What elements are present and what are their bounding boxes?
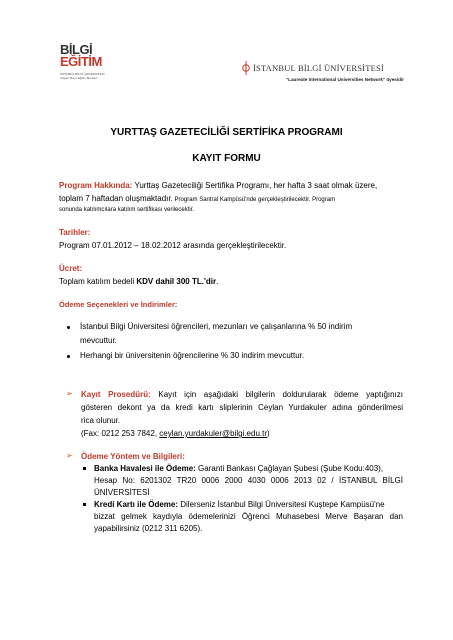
registration-line-1 — [81, 389, 403, 400]
card-line-1 — [94, 499, 385, 510]
registration-line-4 — [81, 428, 270, 439]
email-link[interactable]: ceylan.yurdakuler@bilgi.edu.tr — [159, 429, 268, 438]
university-emblem-icon — [242, 61, 250, 75]
registration-label: Kayıt Prosedürü: — [81, 390, 151, 399]
logo-line-egitim: EĞİTİM — [60, 54, 102, 69]
program-line-1 — [59, 180, 377, 191]
card-line-2: bizzat gelmek kaydıyla ödemelerinizi Öğrenci Muhasebesi Merve Başaran dan — [94, 512, 403, 521]
program-text-3: sonunda katılımcılara katılım sertifikası verilecektir. — [59, 207, 195, 213]
dates-text: Program 07.01.2012 – 18.02.2012 arasında gerçekleştirilecektir. — [59, 241, 287, 250]
program-text-2: toplam 7 haftadan oluşmaktadır. — [59, 194, 173, 203]
page-title: YURTTAŞ GAZETECİLİĞİ SERTİFİKA PROGRAMI — [110, 127, 343, 138]
bank-line-1 — [94, 463, 383, 474]
university-tagline: "Laureate International Universities Network" üyesidir — [286, 77, 404, 82]
card-label: Kredi Kartı ile Ödeme: — [94, 500, 179, 509]
fee-text — [59, 276, 218, 287]
page-subtitle: KAYIT FORMU — [192, 153, 261, 164]
arrow-bullet-icon: ➢ — [66, 389, 73, 398]
bank-text-1: Garanti Bankası Çağlayan Şubesi (Şube Kodu:403), — [195, 464, 384, 473]
card-line-3: yapabilirsiniz (0212 311 6205). — [94, 524, 203, 533]
logo-sub-2: Yaşam Boyu Eğitim Merkezi — [60, 76, 98, 80]
university-name: İSTANBUL BİLGİ ÜNİVERSİTESİ — [253, 63, 384, 73]
fee-text-after: . — [216, 277, 219, 286]
dates-label: Tarihler: — [59, 228, 91, 237]
fax-text: (Fax: 0212 253 7842, — [81, 429, 160, 438]
bank-label: Banka Havalesi ile Ödeme: — [94, 464, 196, 473]
bilgi-egitim-logo — [60, 44, 105, 80]
registration-line-2: gösteren dekont ya da kredi kartı sliplerinin Ceylan Yurdakuler adına gönderilmesi — [81, 403, 403, 412]
program-text-2-small: Program Santral Kampüsü'nde gerçekleştirilecektir. Program — [172, 197, 336, 203]
bank-line-2: Hesap No: 6201302 TR20 0006 2000 4030 0006 2013 02 / İSTANBUL BİLGİ — [94, 476, 403, 485]
bank-line-3: ÜNİVERSİTESİ — [94, 488, 150, 497]
registration-line-3: rica olunur. — [81, 416, 121, 425]
bullet-icon — [67, 355, 70, 358]
arrow-bullet-icon: ➢ — [66, 451, 73, 460]
discount-item-2: Herhangi bir üniversitenin öğrencilerine % 30 indirim mevcuttur. — [80, 351, 305, 360]
program-label: Program Hakkında: — [59, 181, 133, 190]
fee-text-before: Toplam katılım bedeli — [59, 277, 137, 286]
discounts-label: Ödeme Seçenekleri ve İndirimler: — [59, 300, 178, 309]
square-bullet-icon — [83, 467, 86, 470]
discount-item-1-line-2: mevcuttur. — [80, 336, 117, 345]
logo-line-bilgi: BİLGİ — [60, 42, 93, 57]
card-text-1: Dilerseniz İstanbul Bilgi Üniversitesi Kuştepe Kampüsü'ne — [178, 500, 385, 509]
bullet-icon — [67, 326, 70, 329]
fax-text-end: ) — [267, 429, 270, 438]
logo-sub-1: İSTANBUL BİLGİ ÜNİVERSİTESİ — [60, 72, 105, 76]
program-text-1: Yurttaş Gazeteciliği Sertifika Programı, her hafta 3 saat olmak üzere, — [132, 181, 378, 190]
square-bullet-icon — [83, 503, 86, 506]
payment-label: Ödeme Yöntem ve Bilgileri: — [81, 452, 185, 461]
discount-item-1-line-1: İstanbul Bilgi Üniversitesi öğrencileri, mezunları ve çalışanlarına % 50 indirim — [80, 322, 353, 331]
registration-text-1: Kayıt için aşağıdaki bilgilerin doldurularak ödeme yaptığınızı — [158, 390, 404, 399]
program-line-2 — [59, 193, 335, 204]
fee-amount: KDV dahil 300 TL.'dir — [136, 277, 217, 286]
fee-label: Ücret: — [59, 264, 83, 273]
